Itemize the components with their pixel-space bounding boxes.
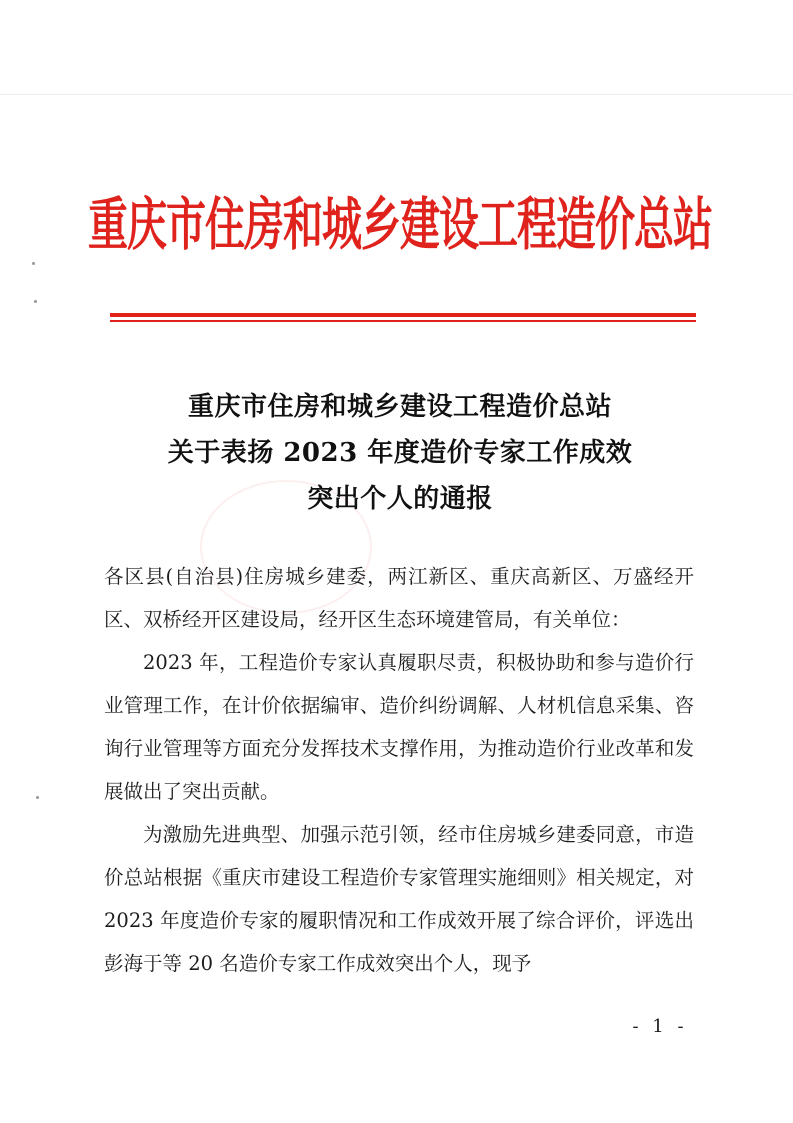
- scan-edge-line: [0, 94, 793, 95]
- scan-speck: [36, 796, 39, 799]
- title-line-3: 突出个人的通报: [307, 484, 493, 514]
- recipients-paragraph: 各区县(自治县)住房城乡建委，两江新区、重庆高新区、万盛经开区、双桥经开区建设局，经开区生态环境建管局，有关单位：: [104, 565, 694, 631]
- scan-speck: [32, 262, 35, 265]
- scan-speck: [34, 300, 37, 303]
- body-paragraph-2: 为激励先进典型、加强示范引领，经市住房城乡建委同意，市造价总站根据《重庆市建设工程造价专家管理实施细则》相关规定，对 2023 年度造价专家的履职情况和工作成效开展了综合评价，评选出彭海于等 20 名造价专家工作成效突出个人，现予: [104, 823, 694, 975]
- title-line-2: 关于表扬 2023 年度造价专家工作成效: [167, 438, 633, 468]
- page-number: - 1 -: [632, 1016, 688, 1037]
- letterhead-rule-thick: [110, 313, 696, 317]
- title-line-1: 重庆市住房和城乡建设工程造价总站: [187, 392, 612, 422]
- letterhead: [88, 180, 712, 260]
- body-paragraph-1: 2023 年，工程造价专家认真履职尽责，积极协助和参与造价行业管理工作，在计价依据编审、造价纠纷调解、人材机信息采集、咨询行业管理等方面充分发挥技术支撑作用，为推动造价行业改革和发展做出了突出贡献。: [104, 651, 694, 803]
- document-title: [100, 384, 700, 522]
- letterhead-rule-thin: [110, 320, 696, 322]
- letterhead-org-name: 重庆市住房和城乡建设工程造价总站: [88, 192, 712, 258]
- document-body: [104, 555, 694, 985]
